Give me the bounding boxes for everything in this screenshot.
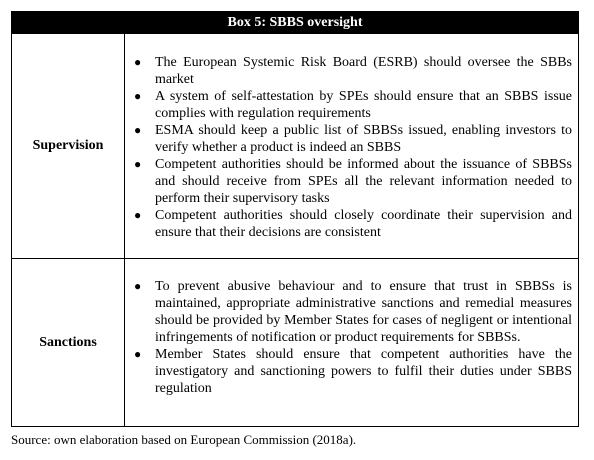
list-item (134, 54, 572, 88)
row-label-supervision: Supervision (12, 34, 125, 258)
list-item (134, 88, 572, 122)
bullet-icon: ● (134, 279, 142, 293)
bullet-icon: ● (134, 157, 142, 171)
list-item-text: Member States should ensure that competent authorities have the investigatory and sanctioning powers to fulfil their duties under SBBS regulation (155, 347, 572, 396)
list-item (134, 122, 572, 156)
list-item-text: The European Systemic Risk Board (ESRB) should oversee the SBBs market (155, 55, 572, 87)
row-content-supervision (125, 34, 578, 258)
list-item (134, 156, 572, 207)
row-content-sanctions (125, 259, 578, 426)
box-title: Box 5: SBBS oversight (12, 12, 578, 33)
source-note: Source: own elaboration based on European Commission (2018a). (11, 432, 357, 447)
bullet-icon: ● (134, 123, 142, 137)
list-item-text: A system of self-attestation by SPEs should ensure that an SBBS issue complies with regulation requirements (155, 89, 572, 121)
bullet-list-sanctions (134, 278, 572, 397)
list-item-text: Competent authorities should be informed about the issuance of SBBSs and should receive from SPEs all the relevant information needed to perform their supervisory tasks (155, 157, 572, 206)
list-item (134, 207, 572, 241)
list-item-text: ESMA should keep a public list of SBBSs issued, enabling investors to verify whether a product is indeed an SBBS (155, 123, 572, 155)
list-item (134, 346, 572, 397)
oversight-box (11, 11, 579, 427)
bullet-icon: ● (134, 55, 142, 69)
table-row-sanctions (12, 258, 578, 426)
bullet-list-supervision (134, 54, 572, 241)
bullet-icon: ● (134, 208, 142, 222)
bullet-icon: ● (134, 89, 142, 103)
list-item (134, 278, 572, 346)
list-item-text: To prevent abusive behaviour and to ensure that trust in SBBSs is maintained, appropriate administrative sanctions and remedial measures should be provided by Member States for cases of negligent or intentional infringements of notification or product requirements for SBBSs. (155, 279, 572, 345)
bullet-icon: ● (134, 347, 142, 361)
list-item-text: Competent authorities should closely coordinate their supervision and ensure that their decisions are consistent (155, 208, 572, 240)
row-label-sanctions: Sanctions (12, 259, 125, 426)
table-row-supervision (12, 33, 578, 258)
